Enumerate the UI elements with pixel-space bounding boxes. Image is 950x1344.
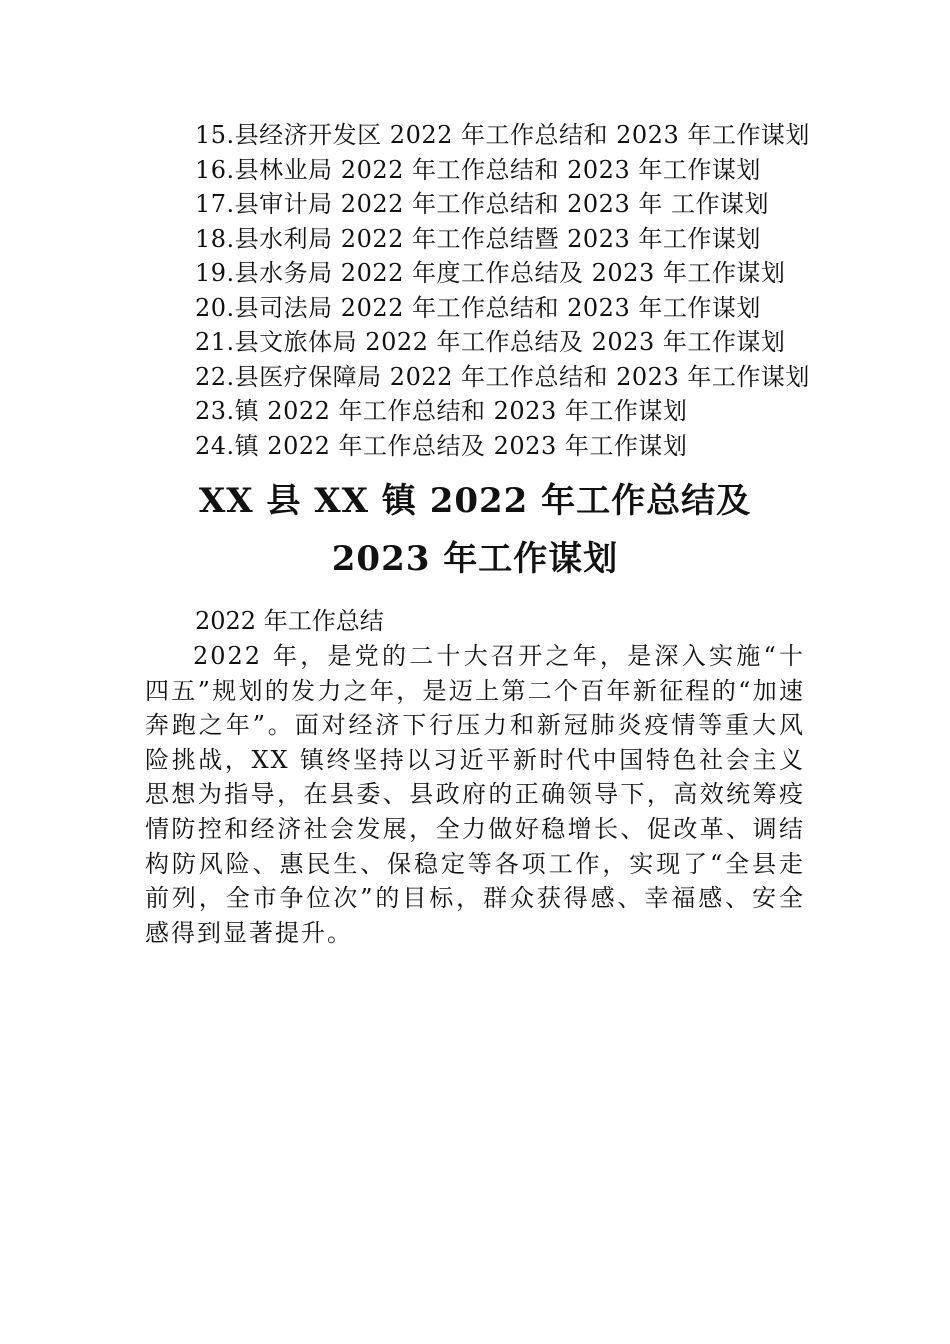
toc-item: 23.镇 2022 年工作总结和 2023 年工作谋划	[195, 397, 688, 425]
toc-item: 20.县司法局 2022 年工作总结和 2023 年工作谋划	[195, 293, 761, 322]
toc-item: 16.县林业局 2022 年工作总结和 2023 年工作谋划	[195, 155, 761, 184]
section-heading: 2022 年工作总结	[195, 607, 384, 635]
toc-item: 24.镇 2022 年工作总结及 2023 年工作谋划	[195, 431, 688, 460]
document-title: XX 县 XX 镇 2022 年工作总结及 2023 年工作谋划	[198, 481, 752, 579]
table-of-contents	[195, 118, 835, 463]
toc-item: 18.县水利局 2022 年工作总结暨 2023 年工作谋划	[195, 224, 761, 253]
body-paragraph: 2022 年，是党的二十大召开之年，是深入实施“十四五”规划的发力之年，是迈上第二个百年新征程的“加速奔跑之年”。面对经济下行压力和新冠肺炎疫情等重大风险挑战，XX 镇终坚持以习近平新时代中国特色社会主义思想为指导，在县委、县政府的正确领导下，高效统筹疫情防控和经济社会发展，全力做好稳增长、促改革、调结构防风险、惠民生、保稳定等各项工作，实现了“全县走前列，全市争位次”的目标，群众获得感、幸福感、安全感得到显著提升。	[145, 642, 805, 947]
toc-item: 21.县文旅体局 2022 年工作总结及 2023 年工作谋划	[195, 328, 786, 356]
toc-item: 19.县水务局 2022 年度工作总结及 2023 年工作谋划	[195, 259, 786, 287]
toc-item: 22.县医疗保障局 2022 年工作总结和 2023 年工作谋划	[195, 362, 810, 391]
toc-item: 17.县审计局 2022 年工作总结和 2023 年 工作谋划	[195, 190, 769, 218]
toc-item: 15.县经济开发区 2022 年工作总结和 2023 年工作谋划	[195, 121, 810, 149]
